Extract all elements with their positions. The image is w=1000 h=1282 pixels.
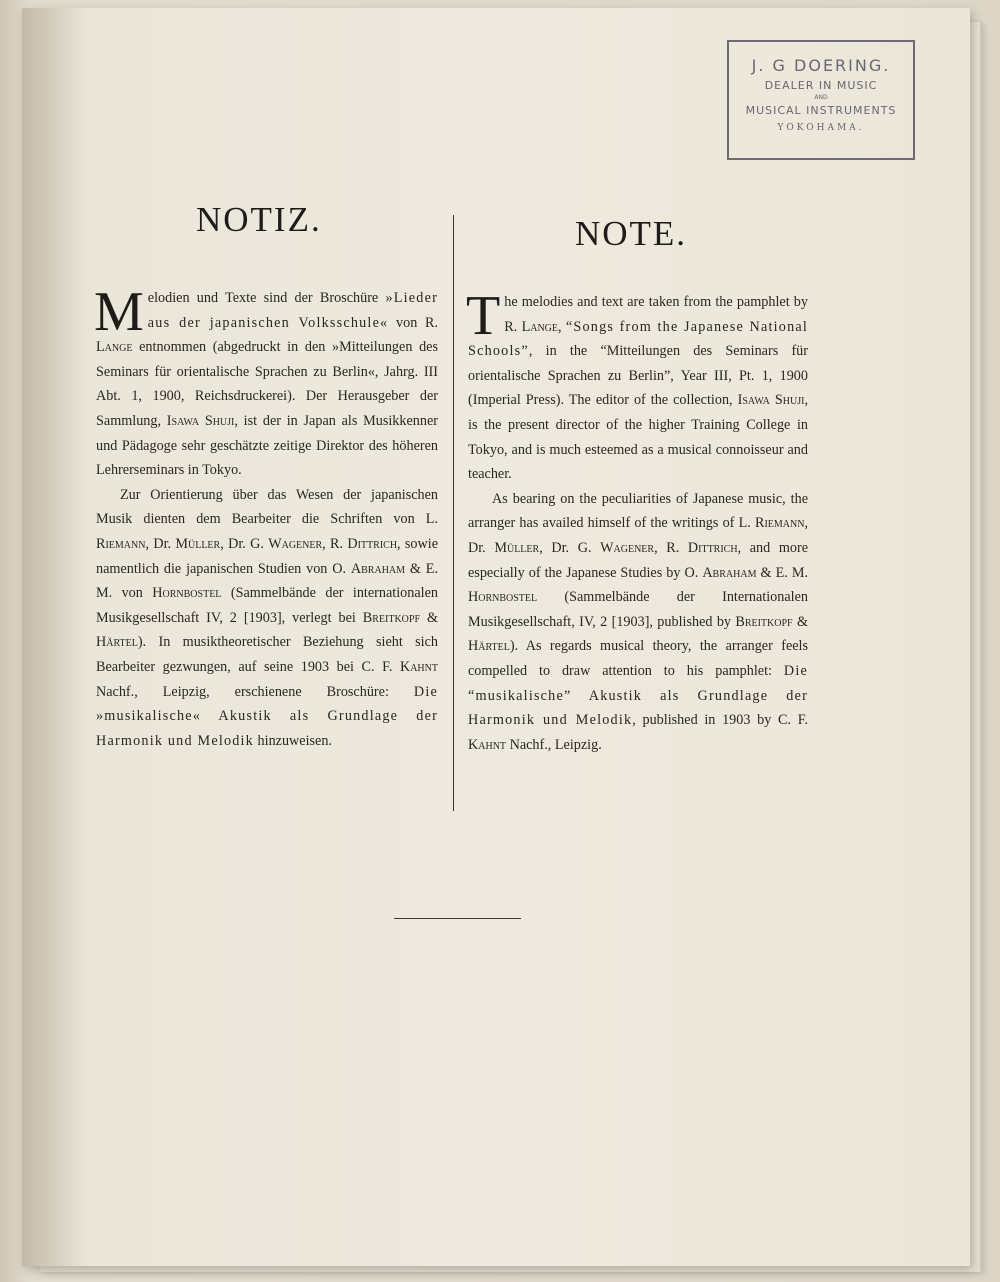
bottom-rule [394, 918, 521, 919]
spine-shadow [22, 8, 82, 1266]
drop-cap: T [466, 285, 501, 347]
stamp-line: J. G DOERING. [751, 56, 891, 75]
english-paragraph-2: As bearing on the peculiarities of Japanese music, the arranger has availed himself of the writings of L. Riemann, Dr. Müller, Dr. G. Wagener, R. Dittrich, and more especially of the Japanese Studies by O. Abraham & E. M. Hornbostel (Sammelbände der Internationalen Musikgesellschaft, IV, 2 [1903], published by Breitkopf & Härtel). As regards musical theory, the arranger feels compelled to draw attention to his pamphlet: Die “musikalische” Akustik als Grundlage der Harmonik und Melodik, published in 1903 by C. F. Kahnt Nachf., Leipzig. [468, 490, 808, 753]
german-column [94, 281, 439, 753]
stamp-line: AND [814, 94, 828, 101]
drop-cap: M [94, 281, 144, 343]
german-paragraph-1: Melodien und Texte sind der Broschüre »Lieder aus der japanischen Volksschule« von R. Lange entnommen (abgedruckt in den »Mitteilungen des Seminars für orientalische Sprachen zu Berlin«, Jahrg. III Abt. 1, 1900, Reichsdruckerei). Der Herausgeber der Sammlung, Isawa Shuji, ist der in Japan als Musikkenner und Pädagoge sehr geschätzte zeitige Direktor des höheren Lehrerseminars in Tokyo. [94, 281, 438, 479]
dealer-stamp [727, 40, 915, 160]
german-paragraph-2: Zur Orientierung über das Wesen der japanischen Musik dienten dem Bearbeiter die Schriften von L. Riemann, Dr. Müller, Dr. G. Wagener, R. Dittrich, sowie namentlich die japanischen Studien von O. Abraham & E. M. von Hornbostel (Sammelbände der internationalen Musikgesellschaft IV, 2 [1903], verlegt bei Breitkopf & Härtel). In musiktheoretischer Beziehung sieht sich Bearbeiter gezwungen, auf seine 1903 bei C. F. Kahnt Nachf., Leipzig, erschienene Broschüre: Die »musikalische« Akustik als Grundlage der Harmonik und Melodik hinzuweisen. [96, 486, 439, 749]
stamp-line: YOKOHAMA. [777, 123, 865, 133]
stamp-line: DEALER IN MUSIC [764, 79, 878, 92]
column-divider [453, 215, 454, 811]
english-column [466, 285, 809, 757]
stamp-line: MUSICAL INSTRUMENTS [745, 104, 897, 117]
english-paragraph-1: The melodies and text are taken from the pamphlet by R. Lange, “Songs from the Japanese National Schools”, in the “Mitteilungen des Seminars für orientalische Sprachen zu Berlin”, Year III, Pt. 1, 1900 (Imperial Press). The editor of the collection, Isawa Shuji, is the present director of the higher Training College in Tokyo, and is much esteemed as a musical connoisseur and teacher. [466, 285, 809, 483]
english-title: NOTE. [575, 214, 688, 253]
german-title: NOTIZ. [196, 200, 322, 239]
document-page [22, 8, 970, 1266]
